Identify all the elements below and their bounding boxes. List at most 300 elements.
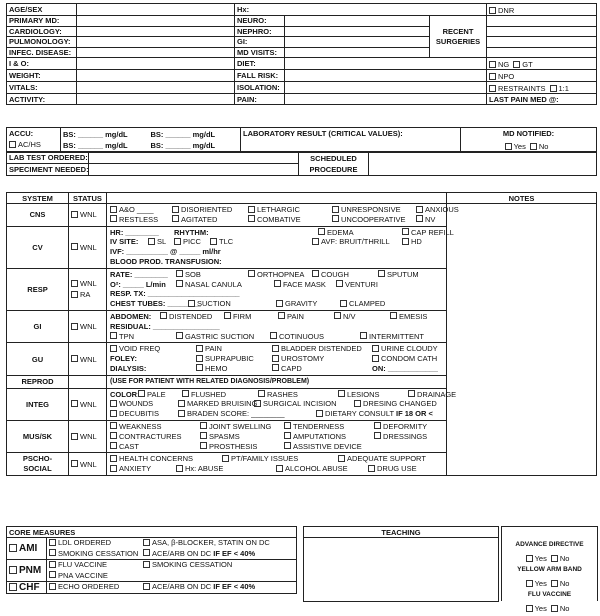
flu-vaccine-panel-label: FLU VACCINE [527,591,572,598]
intermittent-checkbox[interactable] [360,332,367,339]
sob-checkbox[interactable] [176,270,183,277]
cns-row [7,204,597,227]
joint-swelling-checkbox[interactable] [200,422,207,429]
foley-label: FOLEY: [110,354,137,364]
void-freq-checkbox[interactable] [110,345,117,352]
neuro-field[interactable] [285,16,430,27]
gi-pain-checkbox[interactable] [278,312,285,319]
cv-options [107,226,454,268]
primary-md-label: PRIMARY MD: [7,16,77,27]
resp-tx-label[interactable]: RESP. TX: ______________________ [110,289,240,299]
md-visits-label: MD VISITS: [235,47,285,58]
suction-label: SUCTION [197,299,231,309]
mussk-label: MUS/SK [7,420,69,452]
orthopnea-checkbox[interactable] [248,270,255,277]
rhythm-label[interactable]: RHYTHM: [174,227,209,237]
pnm-checkbox[interactable] [9,566,17,574]
agitated-checkbox[interactable] [172,215,179,222]
gt-checkbox[interactable] [513,61,520,68]
combative-checkbox[interactable] [248,215,255,222]
anxiety-label: ANXIETY [119,464,152,474]
combative-label: COMBATIVE [257,214,301,224]
cns-status [69,204,107,227]
gu-pain-label: PAIN [205,344,222,354]
surgeries-label: SURGERIES [435,36,481,46]
hx-abuse-checkbox[interactable] [176,465,183,472]
assistive-device-checkbox[interactable] [284,442,291,449]
drug-use-checkbox[interactable] [368,465,375,472]
system-header: SYSTEM [7,193,69,204]
flu-yes-checkbox[interactable] [526,605,533,612]
pnm-label: PNM [19,565,42,576]
prosthesis-label: PROSTHESIS [209,441,258,451]
rate-label[interactable]: RATE: ________ [110,269,168,279]
sputum-checkbox[interactable] [378,270,385,277]
iv-site-label: IV SITE: [110,237,139,247]
health-concerns-checkbox[interactable] [110,455,117,462]
ng-gt-cell[interactable] [487,58,597,70]
flu-vaccine-checkbox[interactable] [49,561,56,568]
gu-wnl-checkbox[interactable] [71,355,78,362]
teaching-header: TEACHING [304,527,499,538]
dnr-label: DNR [498,6,515,15]
tpn-checkbox[interactable] [110,332,117,339]
bladder-distended-label: BLADDER DISTENDED [281,344,362,354]
decubitis-label: DECUBITIS [119,409,160,419]
picc-label: PICC [183,237,201,247]
ac-hs-checkbox[interactable] [9,141,16,148]
gi-pain-label: PAIN [287,311,304,321]
chest-tubes-label[interactable]: CHEST TUBES: ________ [110,299,201,309]
vitals-field[interactable] [77,82,235,94]
venturi-label: VENTURI [345,279,378,289]
bs-2[interactable]: BS: ______ mg/dL [63,141,128,150]
ldl-ordered-checkbox[interactable] [49,539,56,546]
resp-wnl-checkbox[interactable] [71,280,78,287]
fall-risk-label: FALL RISK: [235,70,285,82]
anxiety-checkbox[interactable] [110,465,117,472]
unresponsive-checkbox[interactable] [332,206,339,213]
alcohol-abuse-label: ALCOHOL ABUSE [285,464,348,474]
surgery-field-4[interactable] [487,47,597,58]
isolation-field[interactable] [285,82,487,94]
flu-vaccine-label: FLU VACCINE [58,560,108,569]
dressing-changed-checkbox[interactable] [354,400,361,407]
dressing-changed-label: DRESING CHANGED [363,399,437,409]
scheduled-label: SCHEDULED [310,153,357,163]
capd-checkbox[interactable] [272,364,279,371]
weakness-checkbox[interactable] [110,422,117,429]
lethargic-checkbox[interactable] [248,206,255,213]
marked-bruising-checkbox[interactable] [178,400,185,407]
ami-checkbox[interactable] [9,544,17,552]
gravity-checkbox[interactable] [276,300,283,307]
surgical-incision-checkbox[interactable] [254,400,261,407]
cv-wnl-label: WNL [80,242,97,252]
color-label: COLOR: [110,389,140,399]
hx-field[interactable] [285,4,487,16]
lab-result-label: LABORATORY RESULT (CRITICAL VALUES): [241,128,461,153]
pnm-cell [7,560,47,582]
ace-arb-2-checkbox[interactable] [143,583,150,590]
md-notified-no-checkbox[interactable] [530,143,537,150]
accu-cell [7,128,61,153]
decubitis-checkbox[interactable] [110,410,117,417]
psycho-label-1: PSCHO- [22,454,53,464]
npo-cell[interactable] [487,70,597,82]
asa-label: ASA, β-BLOCKER, STATIN ON DC [152,538,270,547]
md-notified-no-label: No [538,142,549,151]
pulmonology-label: PULMONOLOGY: [7,37,77,48]
dialysis-label: DIALYSIS: [110,363,147,373]
flushed-checkbox[interactable] [182,390,189,397]
teaching-field[interactable] [304,538,499,602]
gi-status [69,310,107,342]
nursing-report-form [6,0,596,613]
gu-options [107,343,447,375]
dnr-checkbox[interactable] [489,7,496,14]
restraints-checkbox[interactable] [489,85,496,92]
amputations-label: AMPUTATIONS [293,431,347,441]
asa-checkbox[interactable] [143,539,150,546]
notes-field[interactable] [447,204,597,476]
rashes-label: RASHES [267,389,298,399]
urostomy-checkbox[interactable] [272,355,279,362]
md-notified-label: MD NOTIFIED: [502,129,555,138]
bs-3[interactable]: BS: ______ mg/dL [150,130,216,139]
pain-field[interactable] [285,94,487,105]
blank-header [107,193,447,204]
uncooperative-label: UNCOOPERATIVE [341,214,406,224]
drainage-checkbox[interactable] [408,390,415,397]
chf-row [7,582,297,594]
ng-label: NG [498,60,510,70]
gu-label: GU [7,343,69,375]
restraints-cell[interactable] [487,82,597,94]
one-to-one-checkbox[interactable] [550,85,557,92]
hemo-checkbox[interactable] [196,364,203,371]
infec-disease-label: INFEC. DISEASE: [7,47,77,58]
joint-swelling-label: JOINT SWELLING [209,421,272,431]
vitals-label: VITALS: [7,82,77,94]
orthopnea-label: ORTHOPNEA [257,269,305,279]
md-notified-yes-label: Yes [513,142,526,151]
speciment-needed-label: SPECIMENT NEEDED: [7,164,89,176]
fall-risk-field[interactable] [285,70,487,82]
avf-checkbox[interactable] [312,238,319,245]
mussk-wnl-checkbox[interactable] [71,433,78,440]
integ-wnl-checkbox[interactable] [71,400,78,407]
age-sex-field[interactable] [77,4,235,16]
diet-label: DIET: [235,58,285,70]
gastric-suction-checkbox[interactable] [176,332,183,339]
hr-label[interactable]: HR: ________ [110,227,159,237]
gi-wnl-label: WNL [80,322,97,332]
surgery-field-2[interactable] [487,26,597,37]
infec-disease-field[interactable] [77,47,235,58]
intermittent-label: INTERMITTENT [369,331,424,341]
bladder-distended-checkbox[interactable] [272,345,279,352]
dressings-checkbox[interactable] [374,432,381,439]
smoking-cessation-checkbox[interactable] [49,549,56,556]
psycho-wnl-checkbox[interactable] [71,460,78,467]
ao-checkbox[interactable] [110,206,117,213]
tlc-checkbox[interactable] [210,238,217,245]
gi-options [107,310,447,342]
header-grid [6,3,597,105]
flu-yes-label: Yes [534,604,547,613]
residual-label[interactable]: RESIDUAL: ________________ [110,321,220,331]
cotinuous-checkbox[interactable] [270,332,277,339]
pnm-options [47,560,297,582]
emesis-label: EMESIS [399,311,428,321]
adequate-support-checkbox[interactable] [338,455,345,462]
rashes-checkbox[interactable] [258,390,265,397]
pale-label: PALE [147,389,166,399]
ng-checkbox[interactable] [489,61,496,68]
alcohol-abuse-checkbox[interactable] [276,465,283,472]
pnm-row [7,560,297,582]
teaching-table [303,526,499,602]
picc-checkbox[interactable] [174,238,181,245]
condom-cath-checkbox[interactable] [372,355,379,362]
pna-vaccine-checkbox[interactable] [49,571,56,578]
scheduled-procedure-field[interactable] [369,152,597,176]
psycho-wnl-label: WNL [80,459,97,469]
psycho-label-2: SOCIAL [23,464,52,474]
sl-label: SL [157,237,167,247]
lab-test-ordered-label: LAB TEST ORDERED: [7,152,89,164]
ami-row [7,538,297,560]
chf-label: CHF [19,582,40,593]
restraints-label: RESTRAINTS [498,84,546,94]
surgery-field-3[interactable] [487,37,597,48]
cns-wnl-label: WNL [80,210,97,220]
advance-no-label: No [559,554,570,563]
yellow-no-label: No [559,579,570,588]
venturi-checkbox[interactable] [336,280,343,287]
chf-cell [7,582,47,594]
pt-family-issues-checkbox[interactable] [222,455,229,462]
unresponsive-label: UNRESPONSIVE [341,205,401,214]
resp-label: RESP [7,268,69,310]
dialysis-on-label[interactable]: ON: ____________ [372,363,438,373]
cns-options [107,204,459,227]
psycho-options [107,453,447,476]
smoking-cessation-2-checkbox[interactable] [143,561,150,568]
advance-panel [501,526,598,613]
lab-test-ordered-field[interactable] [89,152,299,164]
chf-options [47,582,297,594]
agitated-label: AGITATED [181,214,218,224]
one-to-one-label: 1:1 [558,84,569,94]
ami-cell [7,538,47,560]
marked-bruising-label: MARKED BRUISING [187,399,258,409]
psycho-status [69,453,107,476]
diet-field[interactable] [285,58,487,70]
firm-label: FIRM [233,311,252,321]
mussk-options [107,420,447,452]
abdomen-label: ABDOMEN: [110,311,152,321]
cardiology-field[interactable] [77,26,235,37]
npo-checkbox[interactable] [489,73,496,80]
core-measures-header: CORE MEASURES [7,527,297,538]
gi-field[interactable] [285,37,430,48]
integ-status [69,388,107,420]
gt-label: GT [522,60,533,70]
cap-refill-label: CAP REFILL [411,227,454,237]
nephro-label: NEPHRO: [235,26,285,37]
primary-md-field[interactable] [77,16,235,27]
edema-checkbox[interactable] [318,228,325,235]
disoriented-checkbox[interactable] [172,206,179,213]
cast-label: CAST [119,441,140,451]
nv-checkbox[interactable] [416,215,423,222]
cap-refill-checkbox[interactable] [402,228,409,235]
urine-cloudy-checkbox[interactable] [372,345,379,352]
urine-cloudy-label: URINE CLOUDY [381,344,438,354]
nasal-canula-label: NASAL CANULA [185,279,242,289]
amputations-checkbox[interactable] [284,432,291,439]
braden-threshold-label: IF 18 OR < [396,409,433,419]
deformity-label: DEFORMITY [383,421,428,431]
ace-arb-checkbox[interactable] [143,549,150,556]
spasms-checkbox[interactable] [200,432,207,439]
npo-label: NPO [498,72,515,82]
gi-nv-checkbox[interactable] [334,312,341,319]
advance-yes-checkbox[interactable] [526,555,533,562]
dietary-consult-checkbox[interactable] [316,410,323,417]
anxious-checkbox[interactable] [416,206,423,213]
resp-status [69,268,107,310]
gu-pain-checkbox[interactable] [196,345,203,352]
cast-checkbox[interactable] [110,442,117,449]
ami-label: AMI [19,543,38,554]
tenderness-checkbox[interactable] [284,422,291,429]
adequate-support-label: ADEQUATE SUPPORT [347,454,426,464]
wounds-checkbox[interactable] [110,400,117,407]
lesions-checkbox[interactable] [338,390,345,397]
sputum-label: SPUTUM [387,269,419,279]
restless-checkbox[interactable] [110,215,117,222]
contractures-checkbox[interactable] [110,432,117,439]
pain-label: PAIN: [235,94,285,105]
isolation-label: ISOLATION: [235,82,285,94]
yellow-yes-checkbox[interactable] [526,580,533,587]
ace-arb-label: ACE/ARB ON DC [152,548,212,558]
resp-ra-checkbox[interactable] [71,291,78,298]
blood-transfusion-label[interactable]: BLOOD PROD. TRANSFUSION: [110,256,222,266]
face-mask-checkbox[interactable] [274,280,281,287]
cv-wnl-checkbox[interactable] [71,243,78,250]
echo-ordered-label: ECHO ORDERED [58,582,120,591]
restless-label: RESTLESS [119,214,159,224]
sl-checkbox[interactable] [148,238,155,245]
nasal-canula-checkbox[interactable] [176,280,183,287]
ivf-label[interactable]: IVF: __________ @ _____ ml/hr [110,247,221,257]
cotinuous-label: COTINUOUS [279,331,324,341]
advance-no-checkbox[interactable] [551,555,558,562]
braden-score-checkbox[interactable] [178,410,185,417]
hx-label: Hx: [235,4,285,16]
pt-family-issues-label: PT/FAMILY ISSUES [231,454,299,464]
firm-checkbox[interactable] [224,312,231,319]
braden-score-label: BRADEN SCORE: ________ [187,409,285,419]
pale-checkbox[interactable] [138,390,145,397]
pna-vaccine-label: PNA VACCINE [58,570,108,580]
cough-checkbox[interactable] [312,270,319,277]
md-notified-yes-checkbox[interactable] [505,143,512,150]
spasms-label: SPASMS [209,431,240,441]
bs-4[interactable]: BS: ______ mg/dL [150,141,216,150]
hd-checkbox[interactable] [402,238,409,245]
core-measures-table [6,526,297,594]
smoking-cessation-label: SMOKING CESSATION [58,548,139,558]
distended-label: DISTENDED [169,311,213,321]
notes-header: NOTES [447,193,597,204]
clamped-checkbox[interactable] [340,300,347,307]
suprapubic-checkbox[interactable] [196,355,203,362]
activity-field[interactable] [77,94,235,105]
emesis-checkbox[interactable] [390,312,397,319]
echo-ordered-checkbox[interactable] [49,583,56,590]
o2-label[interactable]: O²: _____ L/min [110,279,166,289]
flu-no-label: No [559,604,570,613]
bs-1[interactable]: BS: ______ mg/dL [63,130,128,139]
flushed-label: FLUSHED [191,389,227,399]
surgical-incision-label: SURGICAL INCISION [263,399,337,409]
cns-wnl-checkbox[interactable] [71,211,78,218]
md-notified-cell [461,128,597,153]
dnr-cell[interactable] [487,4,597,16]
accu-label: ACCU: [9,129,34,138]
hd-label: HD [411,237,422,247]
weight-field[interactable] [77,70,235,82]
psycho-label [7,453,69,476]
surgery-field-1[interactable] [487,16,597,27]
yellow-yes-label: Yes [534,579,547,588]
avf-label: AVF: BRUIT/THRILL [321,237,390,247]
yellow-no-checkbox[interactable] [551,580,558,587]
chf-checkbox[interactable] [9,583,17,591]
suction-checkbox[interactable] [188,300,195,307]
systems-table [6,192,597,476]
neuro-label: NEURO: [235,16,285,27]
recent-surgeries-label [430,16,487,58]
activity-label: ACTIVITY: [7,94,77,105]
wounds-label: WOUNDS [119,399,154,409]
tpn-label: TPN [119,331,134,341]
cv-status [69,226,107,268]
io-field[interactable] [77,58,235,70]
gi-wnl-checkbox[interactable] [71,323,78,330]
contractures-label: CONTRACTURES [119,431,182,441]
disoriented-label: DISORIENTED [181,205,233,214]
ifef-2-label: IF EF < 40% [213,582,256,591]
uncooperative-checkbox[interactable] [332,215,339,222]
nephro-field[interactable] [285,26,430,37]
speciment-needed-field[interactable] [89,164,299,176]
distended-checkbox[interactable] [160,312,167,319]
prosthesis-checkbox[interactable] [200,442,207,449]
flu-no-checkbox[interactable] [551,605,558,612]
md-visits-field[interactable] [285,47,430,58]
gu-status [69,343,107,375]
deformity-checkbox[interactable] [374,422,381,429]
io-label: I & O: [7,58,77,70]
pulmonology-field[interactable] [77,37,235,48]
age-sex-label: AGE/SEX [7,4,77,16]
